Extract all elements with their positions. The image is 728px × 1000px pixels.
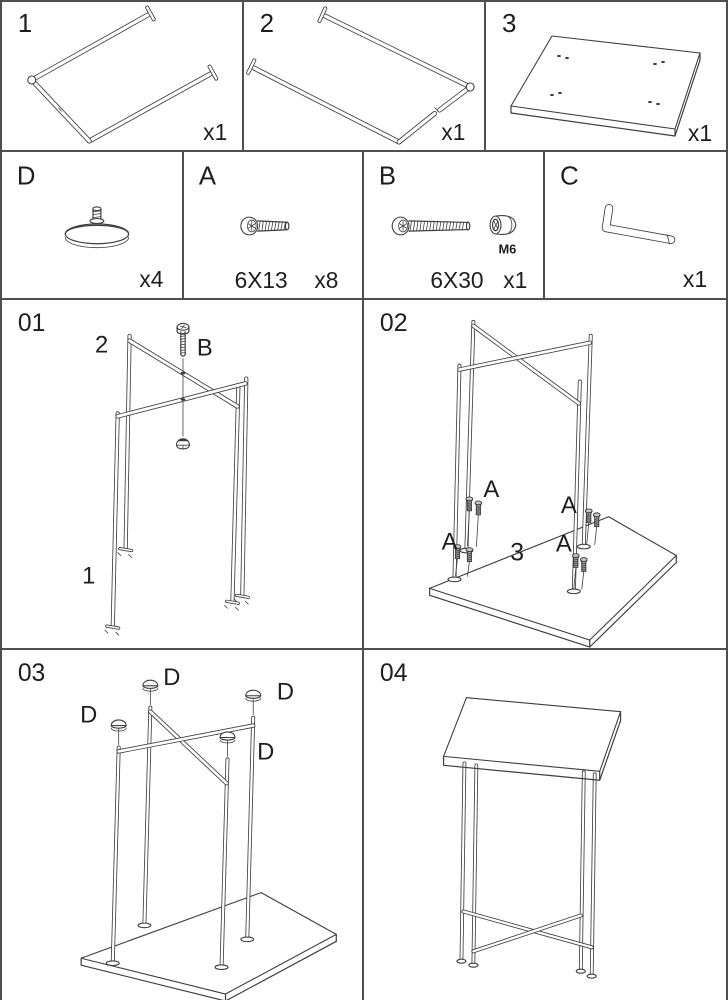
hardware-b-cell [364, 152, 545, 300]
cross-stretchers [463, 912, 591, 952]
hardware-c-letter: C [560, 162, 579, 191]
callout-screw-a-3: A [441, 528, 458, 556]
hardware-c-qty: x1 [682, 266, 708, 293]
hardware-b-nut-label: M6 [498, 241, 517, 257]
screw-6x13-illustration [184, 152, 362, 298]
step-04-cell [364, 650, 726, 1000]
steps-row-2 [2, 650, 726, 1000]
callout-foot-d-3: D [80, 701, 98, 729]
callout-foot-d-1: D [163, 663, 181, 691]
part-3-qty: x1 [687, 120, 713, 146]
crossing-rails [119, 712, 254, 784]
callout-screw-b: B [196, 334, 213, 362]
tabletop [444, 698, 621, 781]
crossing-rails [118, 341, 246, 417]
callout-panel-3: 3 [510, 539, 525, 567]
step-01-cell [2, 300, 364, 650]
callout-foot-d-4: D [257, 738, 275, 766]
m6-nut-glyph [177, 439, 190, 450]
step-02-cell [364, 300, 726, 650]
step-02-number: 02 [379, 309, 408, 337]
callout-screw-a-4: A [555, 530, 572, 558]
step-02-illustration [364, 300, 726, 648]
step-03-illustration [2, 650, 362, 1000]
part-3-tabletop-illustration [486, 2, 726, 150]
hardware-a-letter: A [198, 162, 216, 191]
callout-screw-a-2: A [560, 491, 577, 519]
crossing-rails [459, 326, 589, 404]
short-screw-drawing [241, 217, 289, 235]
tabletop-panel [81, 893, 336, 1000]
part-1-number: 1 [17, 9, 33, 39]
hardware-b-qty: x1 [503, 267, 528, 294]
adjustable-foot-illustration [2, 152, 182, 298]
hardware-d-cell [2, 152, 184, 300]
callout-frame-2: 2 [94, 331, 109, 359]
part-1-cell [2, 2, 244, 152]
part-2-qty: x1 [441, 118, 466, 146]
part-2-frame-illustration [244, 2, 484, 150]
tabletop-panel-drawing [511, 36, 700, 136]
allen-key-illustration [545, 152, 726, 298]
part-2-cell [244, 2, 486, 152]
step-01-illustration [2, 300, 362, 648]
hardware-a-spec: 6X13 [234, 267, 288, 294]
part-1-frame-illustration [2, 2, 242, 150]
screw-b-glyph [177, 323, 189, 356]
hardware-b-letter: B [378, 162, 396, 191]
part-3-cell [486, 2, 726, 152]
long-screw-drawing [392, 217, 470, 235]
frame-part-2-drawing [248, 8, 474, 142]
steps-row-1 [2, 300, 726, 650]
leg-mounting-plates [105, 549, 248, 636]
part-3-number: 3 [502, 8, 517, 38]
cap-nut-drawing [490, 216, 516, 235]
frame-legs [113, 336, 247, 626]
hex-key-drawing [606, 208, 671, 244]
hardware-a-qty: x8 [314, 267, 339, 294]
callout-foot-d-2: D [276, 678, 295, 706]
step-04-number: 04 [379, 658, 408, 687]
hardware-a-cell [184, 152, 364, 300]
part-2-number: 2 [259, 9, 275, 39]
callout-frame-1: 1 [82, 562, 96, 590]
step-03-number: 03 [17, 659, 46, 687]
screw-6x30-illustration [364, 152, 543, 298]
foot-glide-drawing [65, 207, 128, 248]
hardware-d-letter: D [16, 162, 36, 191]
step-04-illustration [364, 650, 726, 1000]
hardware-b-spec: 6X30 [430, 267, 484, 294]
frame-part-1-drawing [28, 8, 216, 141]
parts-row [2, 2, 726, 152]
part-1-qty: x1 [203, 118, 228, 146]
hardware-d-qty: x4 [139, 266, 164, 293]
feet [457, 959, 596, 978]
hardware-row [2, 152, 726, 300]
step-03-cell [2, 650, 364, 1000]
step-01-number: 01 [17, 309, 46, 337]
callout-screw-a-1: A [483, 475, 500, 503]
hardware-c-cell [545, 152, 726, 300]
